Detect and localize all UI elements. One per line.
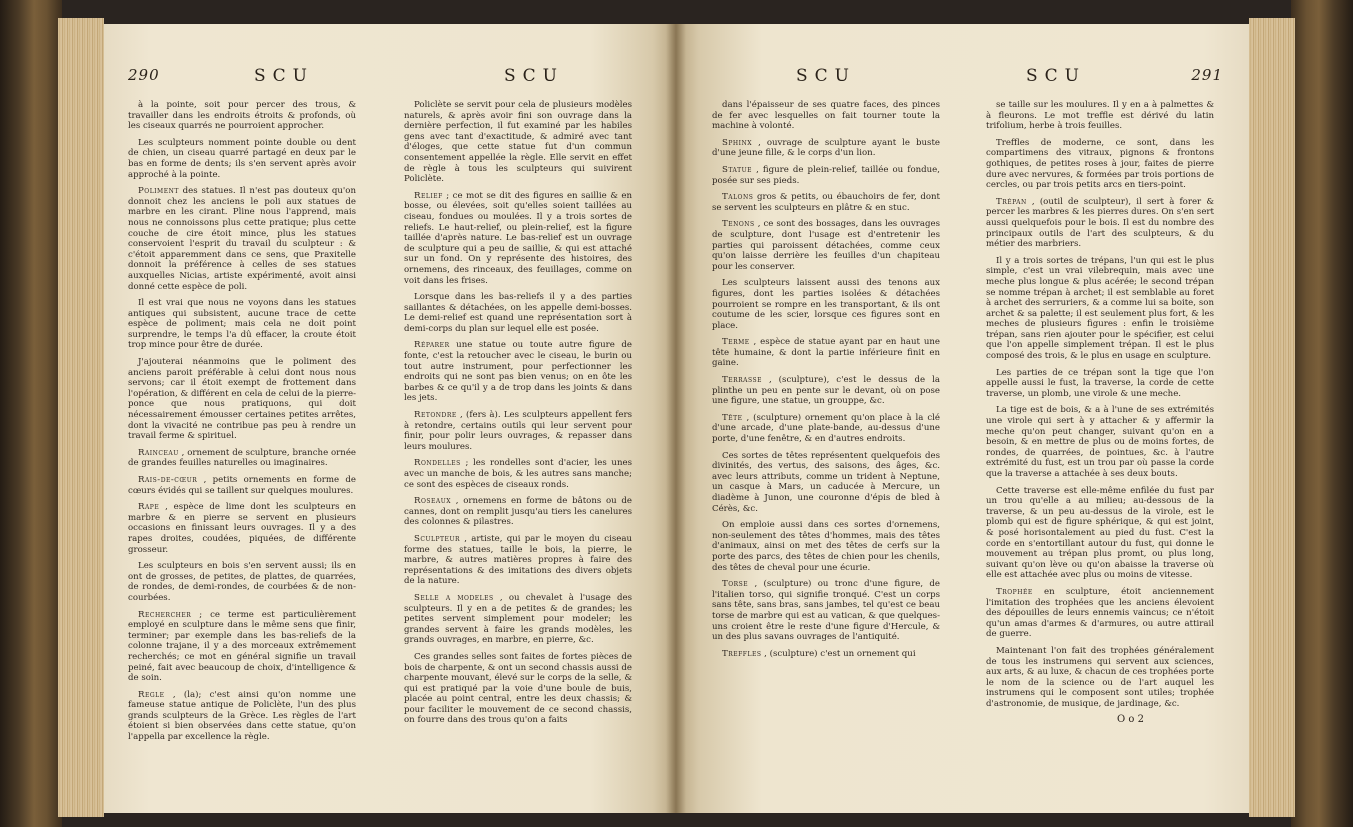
article-paragraph	[712, 100, 940, 132]
entry-headword: Tête	[722, 412, 743, 423]
article-paragraph	[404, 534, 632, 587]
entry-text: , artiste, qui par le moyen du ciseau forme des statues, taille le bois, la pierre, le marbre, & autres matières propres à faire des représentations & des imitations des divers objets de la nature.	[404, 533, 632, 587]
left-page-column-2	[404, 100, 632, 732]
article-paragraph	[404, 100, 632, 185]
right-page	[676, 24, 1249, 813]
entry-text: à la pointe, soit pour percer des trous, & travailler dans les endroits étroits & profonds, où les ciseaux quarrés ne pourroient approcher.	[128, 100, 356, 132]
entry-text: , espèce de lime dont les sculpteurs en marbre & en pierre se servent en plusieurs occasions en finissant leurs ouvrages. Il y a des rapes droites, coudées, piquées, de différente grosseur.	[128, 502, 356, 555]
article-paragraph	[128, 475, 356, 496]
article-paragraph	[986, 486, 1214, 581]
left-page-column-1	[128, 100, 356, 749]
article-paragraph	[712, 192, 940, 213]
entry-headword: Torse	[722, 579, 749, 590]
entry-headword: Sphinx	[722, 137, 753, 148]
entry-headword: Roseaux	[414, 496, 452, 507]
entry-text: , (sculpture), c'est le dessus de la plinthe un peu en pente sur le devant, où on pose une figure, une statue, un grouppe, &c.	[712, 375, 940, 407]
article-paragraph	[986, 646, 1214, 710]
article-paragraph	[712, 219, 940, 272]
entry-text: , ce sont des bossages, dans les ouvrages de sculpture, dont l'usage est d'entretenir les parties qui paroissent détachées, comme ceux qu'on laisse derrière les feuilles d'un chapiteau pour les conserver.	[712, 219, 941, 272]
entry-headword: Retondre	[414, 410, 457, 421]
entry-text: , (fers à). Les sculpteurs appellent fers à retondre, certains outils qui leur servent pour finir, pour polir leurs ouvrages, & repasser dans leurs moulures.	[404, 410, 632, 452]
entry-text: ; ce mot se dit des figures en saillie & en bosse, ou élevées, soit qu'elles soient taillées au ciseau, fondues ou moulées. Il y a trois sortes de reliefs. Le haut-relief, ou plein-relief, est la figure taillée d'après nature. Le bas-relief est un ouvrage de sculpture qui a peu de saillie, & qui est attaché sur un fond. On y représente des histoires, des ornemens, des rinceaux, des feuillages, comme on voit dans les frises.	[404, 190, 632, 286]
article-paragraph	[986, 138, 1214, 191]
entry-text: , (la); c'est ainsi qu'on nomme une fameuse statue antique de Policlète, l'un des plus grands sculpteurs de la Grèce. Les règles de l'art étoient si bien observées dans cette statue, qu'on l'appella par excellence la règle.	[128, 689, 357, 743]
entry-text: se taille sur les moulures. Il y en a à palmettes & à fleurons. Le mot treffle est dérivé du latin trifolium, herbe à trois feuilles.	[986, 100, 1214, 132]
entry-text: On emploie aussi dans ces sortes d'ornemens, non-seulement des têtes d'hommes, mais des têtes d'animaux, ainsi on met des têtes de cerfs sur la porte des parcs, des têtes de chien pour les chenils, des têtes de cheval pour une écurie.	[712, 520, 940, 573]
article-paragraph	[128, 100, 356, 132]
entry-headword: Relief	[414, 190, 443, 201]
entry-text: , petits ornements en forme de cœurs évidés qui se taillent sur quelques moulures.	[128, 475, 357, 496]
entry-text: Lorsque dans les bas-reliefs il y a des parties saillantes & détachées, on les appelle demi-bosses. Le demi-relief est quand une représentation sort à demi-corps du plan sur lequel elle est posée.	[404, 292, 632, 334]
entry-headword: Treffles	[722, 648, 762, 659]
entry-headword: Rondelles	[414, 458, 461, 469]
article-paragraph	[128, 448, 356, 469]
left-col2-header: SCU	[504, 66, 564, 86]
article-paragraph	[712, 451, 940, 515]
right-page-header	[676, 66, 1249, 96]
article-paragraph	[128, 357, 356, 442]
article-paragraph	[128, 561, 356, 603]
entry-headword: Réparer	[414, 340, 450, 351]
entry-headword: Regle	[138, 689, 165, 700]
entry-text: , (sculpture) ou tronc d'une figure, de l'italien torso, qui signifie tronqué. C'est un corps sans tête, sans bras, sans jambes, tel qu'est ce beau torse de marbre qui est au vatican, & que quelques-uns croient être le reste d'une figure d'Hercule, & un des plus savans ouvrages de l'antiquité.	[712, 579, 941, 643]
article-paragraph	[712, 278, 940, 331]
entry-text: gros & petits, ou ébauchoirs de fer, dont se servent les sculpteurs en plâtre & en stuc.	[712, 192, 940, 213]
right-page-column-2	[986, 100, 1214, 732]
entry-headword: Talons	[722, 192, 754, 203]
entry-text: dans l'épaisseur de ses quatre faces, des pinces de fer avec lesquelles on fait tourner toute la machine à volonté.	[712, 100, 940, 132]
right-page-number: 291	[1191, 66, 1223, 84]
article-paragraph	[128, 138, 356, 180]
entry-headword: Trépan	[996, 196, 1027, 207]
article-paragraph	[986, 587, 1214, 640]
left-col1-header: SCU	[254, 66, 314, 86]
article-paragraph	[986, 100, 1214, 132]
left-page	[104, 24, 676, 813]
left-page-header	[104, 66, 676, 96]
entry-text: Cette traverse est elle-même enfilée du fust par un trou qu'elle a au milieu; au-dessous de la traverse, & un peu au-dessus de la virole, est le plomb qui est de figure sphérique, & qui est joint, & posé horisontalement au pied du fust. C'est la corde en s'entortillant autour du fust, qui donne le mouvement au trépan plus promt, ou plus long, suivant qu'on lève ou qu'on abaisse la traverse où elle est attachée avec plus ou moins de vitesse.	[986, 485, 1214, 581]
entry-text: Les parties de ce trépan sont la tige que l'on appelle aussi le fust, la traverse, la corde de cette traverse, un plomb, une virole & une meche.	[986, 367, 1214, 399]
article-paragraph	[404, 593, 632, 646]
article-paragraph	[128, 690, 356, 743]
article-paragraph	[712, 413, 940, 445]
article-paragraph	[128, 298, 356, 351]
book-gutter	[666, 24, 686, 813]
entry-text: Ces grandes selles sont faites de fortes pièces de bois de charpente, & ont un second chassis aussi de charpente mouvant, élevé sur le corps de la selle, & qui est pratiqué par la voie d'une boule de buis, placée au point central, entre les deux chassis; & pour faciliter le mouvement de ce second chassis, on fourre dans des trous qu'on a faits	[404, 651, 632, 726]
left-page-number: 290	[128, 66, 160, 84]
article-paragraph	[712, 165, 940, 186]
entry-headword: Sculpteur	[414, 533, 461, 544]
book-cover-right	[1291, 0, 1353, 827]
article-paragraph	[712, 138, 940, 159]
entry-headword: Rainceau	[138, 447, 179, 458]
article-paragraph	[128, 610, 356, 684]
right-page-column-1	[712, 100, 940, 665]
signature-mark: O o 2	[1117, 714, 1144, 726]
entry-text: des statues. Il n'est pas douteux qu'on donnoit chez les anciens le poli aux statues de marbre en les cirant. Pline nous l'apprend, mais nous ne connoissons plus cette pratique; plus cette couche de cire étoit mince, plus les statues conservoient l'esprit du travail du sculpteur : & c'étoit apparemment dans ce sens, que Praxitelle donnoit la préférence à celles de ses statues auxquelles Nicias, artiste expérimenté, avoit ainsi donné cette espèce de poli.	[128, 186, 356, 292]
article-paragraph	[986, 256, 1214, 362]
article-paragraph	[986, 368, 1214, 400]
entry-text: , (outil de sculpteur), il sert à forer & percer les marbres & les pierres dures. On s'en sert aussi quelquefois pour le bois. Il est du nombre des principaux outils de l'art des sculpteurs, & du métier des marbriers.	[986, 196, 1215, 250]
article-paragraph	[712, 375, 940, 407]
entry-text: en sculpture, étoit anciennement l'imitation des trophées que les anciens élevoient des dépouilles de leurs ennemis vaincus; ce n'étoit qu'un amas d'armes & d'armures, ou autre attirail de guerre.	[986, 586, 1214, 640]
entry-headword: Rais-de-cœur	[138, 475, 198, 485]
entry-text: , espèce de statue ayant par en haut une tête humaine, & dont la partie inférieure finit en gaine.	[712, 337, 940, 369]
entry-text: Il y a trois sortes de trépans, l'un qui est le plus simple, c'est un vrai vilebrequin, mais avec une meche plus longue & plus acérée; le second trépan se nomme trépan à archet; il est semblable au foret à archet des serruriers, & a comme lui sa boite, son archet & sa palette; il est seulement plus fort, & les meches de plusieurs figures : enfin le troisième trépan, sans rien ajouter pour le spécifier, est celui que l'on appelle simplement trépan. Il est le plus composé des trois, & le plus en usage en sculpture.	[986, 255, 1214, 362]
entry-headword: Trophée	[996, 586, 1033, 597]
article-paragraph	[404, 652, 632, 726]
entry-text: Ces sortes de têtes représentent quelquefois des divinités, des vertus, des saisons, des âges, &c. avec leurs attributs, comme un trident à Neptune, un casque à Mars, un caducée à Mercure, un diadème à Junon, une couronne d'épis de bled à Cérès, &c.	[712, 450, 940, 514]
article-paragraph	[986, 197, 1214, 250]
right-col2-header: SCU	[1026, 66, 1086, 86]
entry-text: Les sculpteurs en bois s'en servent aussi; ils en ont de grosses, de petites, de plattes, de quarrées, de rondes, de demi-rondes, de courbées & de non-courbées.	[128, 561, 356, 603]
article-paragraph	[404, 458, 632, 490]
article-paragraph	[712, 579, 940, 643]
entry-text: Les sculpteurs laissent aussi des tenons aux figures, dont les parties isolées & détachées pourroient se rompre en les transportant, & ils ont coutume de les scier, lorsque ces figures sont en place.	[712, 278, 940, 331]
entry-text: , figure de plein-relief, taillée ou fondue, posée sur ses pieds.	[712, 164, 941, 186]
entry-headword: Tenons	[722, 219, 755, 230]
page-stack-left	[58, 18, 104, 817]
page-stack-right	[1249, 18, 1295, 817]
entry-headword: Rechercher	[138, 609, 192, 620]
entry-text: ; les rondelles sont d'acier, les unes avec un manche de bois, & les autres sans manche; ce sont des espèces de ciseaux ronds.	[404, 458, 633, 490]
article-paragraph	[712, 337, 940, 369]
entry-text: , ou chevalet à l'usage des sculpteurs. Il y en a de petites & de grandes; les petites servent simplement pour modeler; les grandes servent à faire les grands modèles, les grands ouvrages, en marbre, en pierre, &c.	[404, 592, 633, 646]
article-paragraph	[404, 191, 632, 286]
book-cover-left	[0, 0, 62, 827]
entry-text: Maintenant l'on fait des trophées généralement de tous les instrumens qui servent aux sciences, aux arts, & au luxe, & chacun de ces trophées porte le nom de la science ou de l'art auquel les instrumens qui le composent sont utiles; trophée d'astronomie, de musique, de jardinage, &c.	[986, 645, 1214, 709]
entry-text: , (sculpture) c'est un ornement qui	[764, 648, 916, 659]
right-col1-header: SCU	[796, 66, 856, 86]
entry-text: , ornement de sculpture, branche ornée de grandes feuilles naturelles ou imaginaires.	[128, 447, 356, 469]
entry-headword: Statue	[722, 164, 753, 175]
entry-text: , ornemens en forme de bâtons ou de cannes, dont on remplit jusqu'au tiers les canelures des colonnes & pilastres.	[404, 496, 632, 528]
entry-headword: Rape	[138, 502, 160, 513]
entry-text: une statue ou toute autre figure de fonte, c'est la retoucher avec le ciseau, le burin ou tout autre instrument, pour perfectionner les endroits qui ne sont pas bien venus; on en ôte les barbes & ce qu'il y a de trop dans les joints & dans les jets.	[404, 340, 632, 404]
entry-text: , (sculpture) ornement qu'on place à la clé d'une arcade, d'une plate-bande, au-dessus d'une porte, d'une fenêtre, & en d'autres endroits.	[712, 412, 940, 445]
entry-headword: Terme	[722, 337, 750, 348]
entry-text: Treffles de moderne, ce sont, dans les compartimens des vitraux, pignons & frontons gothiques, de petites roses à jour, faites de pierre dure avec nervures, & formées par trois portions de cercles, ou par trois petits arcs en tiers-point.	[986, 137, 1214, 191]
entry-text: , ouvrage de sculpture ayant le buste d'une jeune fille, & le corps d'un lion.	[712, 137, 940, 159]
article-paragraph	[128, 186, 356, 292]
entry-text: J'ajouterai néanmoins que le poliment des anciens paroit préférable à celui dont nous nous servons; car il étoit exempt de frottement dans l'opération, & différent en cela de celui de la pierre-ponce que nous pratiquons, qui doit nécessairement émousser certaines petites arrêtes, dont la vivacité ne contribue pas peu à rendre un travail ferme & spirituel.	[128, 357, 356, 442]
entry-text: Les sculpteurs nomment pointe double ou dent de chien, un ciseau quarré partagé en deux par le bas en forme de dents; ils s'en servent après avoir approché à la pointe.	[128, 137, 356, 180]
article-paragraph	[404, 292, 632, 334]
entry-text: Il est vrai que nous ne voyons dans les statues antiques qui subsistent, aucune trace de cette espèce de poliment; mais cela ne doit point surprendre, le temps l'a dû effacer, la croute étoit trop mince pour être de durée.	[128, 298, 356, 351]
article-paragraph	[404, 340, 632, 404]
entry-headword: Poliment	[138, 186, 179, 197]
entry-text: Policlète se servit pour cela de plusieurs modèles naturels, & après avoir fini son ouvrage dans la dernière perfection, il fut examiné par les habiles gens avec tant d'exactitude, & admiré avec tant d'éloges, que cette statue fut d'un commun consentement appellée la règle. Elle servit en effet de règle à tous les sculpteurs qui suivirent Policlète.	[404, 100, 632, 185]
article-paragraph	[128, 502, 356, 555]
entry-headword: Selle a modeles	[414, 592, 494, 603]
entry-text: La tige est de bois, & a à l'une de ses extrémités une virole qui sert à y attacher & y affermir la meche qu'on peut changer, suivant qu'on en a besoin, & en mettre de plus ou de moins fortes, de rondes, de quarrées, de pointues, &c. à l'autre extrémité du fust, est un trou par où passe la corde que la traverse a attachée à ses deux bouts.	[986, 405, 1214, 479]
entry-text: ; ce terme est particulièrement employé en sculpture dans le même sens que finir, terminer; par exemple dans les bas-reliefs de la colonne trajane, il y a des morceaux extrêmement recherchés; ce mot en général signifie un travail peiné, fait avec beaucoup de choix, d'intelligence & de soin.	[128, 609, 356, 684]
article-paragraph	[404, 410, 632, 452]
article-paragraph	[712, 520, 940, 573]
entry-headword: Terrasse	[722, 375, 762, 386]
article-paragraph	[404, 496, 632, 528]
article-paragraph	[712, 649, 940, 660]
article-paragraph	[986, 405, 1214, 479]
